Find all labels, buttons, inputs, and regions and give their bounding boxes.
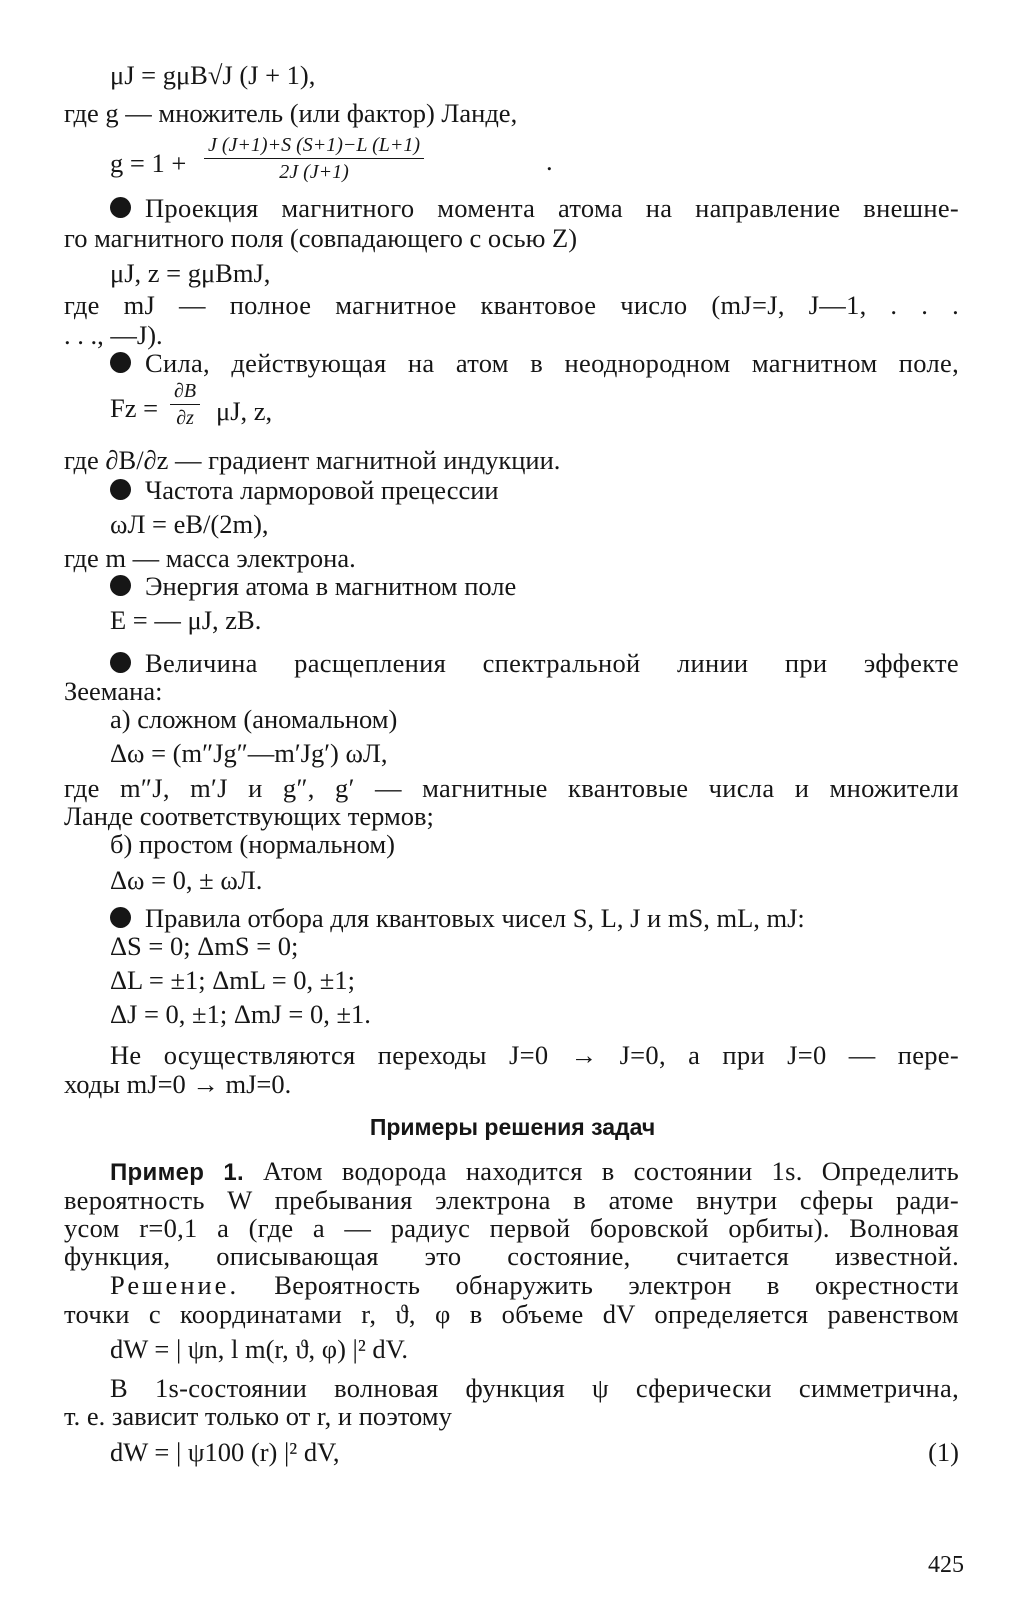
page-number: 425 [928, 1552, 964, 1578]
formula-omega-l: ωЛ = eB/(2m), [110, 509, 269, 539]
formula-dw-1s: dW = | ψ100 (r) |² dV, [110, 1437, 340, 1467]
example-label: Пример 1. [110, 1159, 244, 1186]
gradient-definition: где ∂B/∂z — градиент магнитной индукции. [64, 445, 561, 475]
equation-number-1: (1) [928, 1437, 959, 1467]
fz-numerator: ∂B [170, 380, 200, 405]
bullet-icon [110, 352, 131, 373]
forbidden-transitions-line1: Не осуществляются переходы J=0 → J=0, а при J=0 — пере- [110, 1040, 959, 1070]
formula-fz-left: Fz = [110, 393, 159, 423]
formula-energy: E = — μJ, zB. [110, 605, 262, 635]
mj-definition-line2: . . ., —J). [64, 320, 163, 350]
example-line3: усом r=0,1 a (где a — радиус первой боровской орбиты). Волновая [64, 1213, 959, 1243]
fz-denominator: ∂z [176, 407, 194, 429]
example-line1: Пример 1. Атом водорода находится в состоянии 1s. Определить [110, 1156, 960, 1186]
formula-mu-jz: μJ, z = gμBmJ, [110, 258, 271, 288]
bullet-zeeman-line1: Величина расщепления спектральной линии при эффекте [110, 648, 959, 678]
bullet-icon [110, 575, 131, 596]
solution-line1: Решение. Вероятность обнаружить электрон в окрестности [110, 1270, 959, 1300]
section-heading: Примеры решения задач [369, 1114, 656, 1140]
formula-g-fraction [204, 134, 424, 183]
bullet-projection-line1: Проекция магнитного момента атома на направление внешне- [110, 193, 959, 223]
bullet-force: Сила, действующая на атом в неоднородном магнитном поле, [110, 348, 959, 378]
forbidden-transitions-line2: ходы mJ=0 → mJ=0. [64, 1069, 292, 1099]
formula-delta-simple: Δω = 0, ± ωЛ. [110, 865, 263, 895]
simple-effect-heading: б) простом (нормальном) [110, 829, 395, 859]
g-denominator: 2J (J+1) [279, 161, 349, 183]
selection-rule-l: ΔL = ±1; ΔmL = 0, ±1; [110, 965, 355, 995]
formula-dw-general: dW = | ψn, l m(r, ϑ, φ) |² dV. [110, 1334, 409, 1364]
example-line4: функция, описывающая это состояние, считается известной. [64, 1241, 959, 1271]
bullet-energy: Энергия атома в магнитном поле [110, 571, 959, 601]
where-definition-line2: Ланде соответствующих термов; [64, 801, 434, 831]
formula-g-left: g = 1 + [110, 148, 187, 178]
formula-fz-right: μJ, z, [216, 396, 273, 426]
g-period: . [546, 146, 553, 176]
solution-line2: точки с координатами r, ϑ, φ в объеме dV определяется равенством [64, 1299, 959, 1329]
bullet-larmor: Частота ларморовой прецессии [110, 475, 959, 505]
bullet-selection-rules: Правила отбора для квантовых чисел S, L, J и mS, mL, mJ: [110, 903, 959, 933]
complex-effect-heading: а) сложном (аномальном) [110, 704, 398, 734]
bullet-icon [110, 479, 131, 500]
selection-rule-j: ΔJ = 0, ±1; ΔmJ = 0, ±1. [110, 999, 371, 1029]
example-line2: вероятность W пребывания электрона в атоме внутри сферы ради- [64, 1185, 959, 1215]
selection-rule-s: ΔS = 0; ΔmS = 0; [110, 931, 299, 961]
paragraph-1s-line1: В 1s-состоянии волновая функция ψ сферически симметрична, [110, 1373, 959, 1403]
bullet-icon [110, 652, 131, 673]
formula-fz-fraction [170, 380, 200, 429]
mass-definition: где m — масса электрона. [64, 543, 356, 573]
g-numerator: J (J+1)+S (S+1)−L (L+1) [204, 134, 424, 159]
formula-mu-j: μJ = gμB√J (J + 1), [110, 60, 316, 90]
mj-definition-line1: где mJ — полное магнитное квантовое число (mJ=J, J—1, . . . [64, 290, 959, 320]
bullet-icon [110, 907, 131, 928]
bullet-projection-line2: го магнитного поля (совпадающего с осью Z) [64, 223, 578, 253]
solution-label: Решение. [110, 1270, 240, 1300]
bullet-zeeman-line2: Зеемана: [64, 676, 163, 706]
bullet-icon [110, 197, 131, 218]
paragraph-1s-line2: т. е. зависит только от r, и поэтому [64, 1401, 452, 1431]
formula-delta-complex: Δω = (m″Jg″—m′Jg′) ωЛ, [110, 738, 388, 768]
g-factor-intro: где g — множитель (или фактор) Ланде, [64, 98, 518, 128]
where-definition-line1: где m″J, m′J и g″, g′ — магнитные квантовые числа и множители [64, 773, 959, 803]
